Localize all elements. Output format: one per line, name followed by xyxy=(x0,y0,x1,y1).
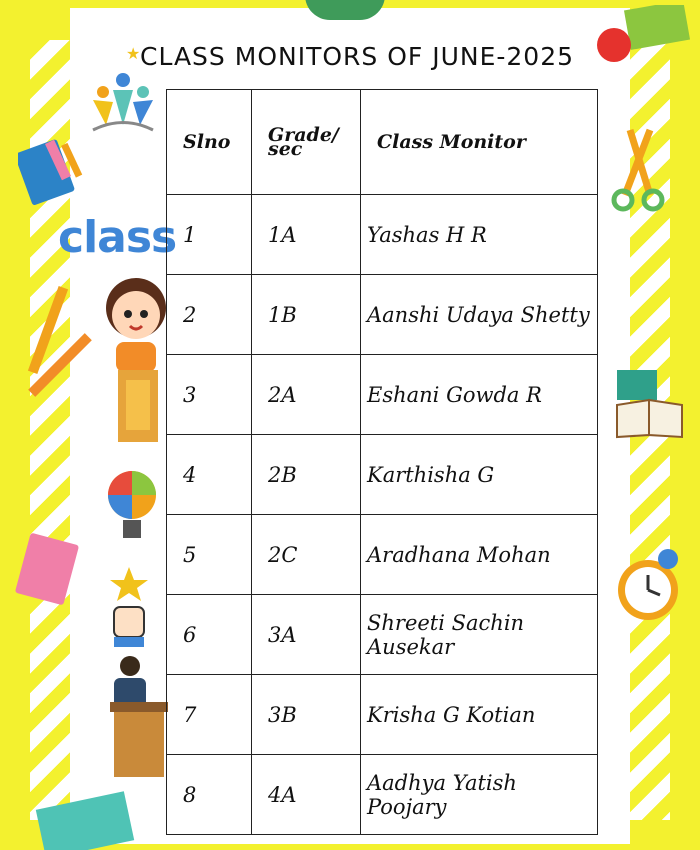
header-grade-sec: Grade/ sec xyxy=(252,90,361,195)
man-speaker-icon xyxy=(100,652,175,782)
cell-slno: 5 xyxy=(167,515,252,595)
pencil-icon xyxy=(15,285,95,415)
open-book-icon xyxy=(612,365,687,440)
table-row xyxy=(167,755,598,835)
cell-slno: 6 xyxy=(167,595,252,675)
notebook-icon xyxy=(10,530,85,610)
cell-monitor: Karthisha G xyxy=(361,435,598,515)
cell-monitor: Krisha G Kotian xyxy=(361,675,598,755)
cell-monitor: Aradhana Mohan xyxy=(361,515,598,595)
cell-monitor: Eshani Gowda R xyxy=(361,355,598,435)
fist-star-icon xyxy=(92,565,167,650)
class-monitors-table xyxy=(166,89,598,835)
cell-grade: 1B xyxy=(252,275,361,355)
cell-slno: 4 xyxy=(167,435,252,515)
table-row xyxy=(167,675,598,755)
class-decor-word: class xyxy=(58,212,177,263)
apple-icon xyxy=(592,5,697,65)
cell-slno: 2 xyxy=(167,275,252,355)
cell-grade: 4A xyxy=(252,755,361,835)
cell-slno: 7 xyxy=(167,675,252,755)
alarm-clock-icon xyxy=(610,545,690,630)
table-row xyxy=(167,595,598,675)
scissors-icon xyxy=(605,120,670,215)
cell-grade: 2C xyxy=(252,515,361,595)
page-title: CLASS MONITORS OF JUNE-2025 xyxy=(140,42,575,71)
books-icon xyxy=(18,135,93,210)
table-row xyxy=(167,355,598,435)
cell-monitor: Shreeti Sachin Ausekar xyxy=(361,595,598,675)
cell-slno: 1 xyxy=(167,195,252,275)
table-row xyxy=(167,275,598,355)
cell-grade: 2A xyxy=(252,355,361,435)
cell-grade: 3A xyxy=(252,595,361,675)
header-class-monitor: Class Monitor xyxy=(361,90,598,195)
cell-grade: 1A xyxy=(252,195,361,275)
cell-monitor: Yashas H R xyxy=(361,195,598,275)
cell-grade: 2B xyxy=(252,435,361,515)
cell-grade: 3B xyxy=(252,675,361,755)
table-row xyxy=(167,515,598,595)
laptop-icon xyxy=(30,790,150,850)
cell-monitor: Aanshi Udaya Shetty xyxy=(361,275,598,355)
cell-slno: 8 xyxy=(167,755,252,835)
lightbulb-puzzle-icon xyxy=(95,460,170,550)
cell-slno: 3 xyxy=(167,355,252,435)
table-header-row xyxy=(167,90,598,195)
girl-speaker-icon xyxy=(88,270,178,445)
table-row xyxy=(167,435,598,515)
cell-monitor: Aadhya Yatish Poojary xyxy=(361,755,598,835)
title-star-icon: ★ xyxy=(126,44,141,63)
header-slno: Slno xyxy=(167,90,252,195)
table-row xyxy=(167,195,598,275)
people-icon xyxy=(88,70,158,135)
